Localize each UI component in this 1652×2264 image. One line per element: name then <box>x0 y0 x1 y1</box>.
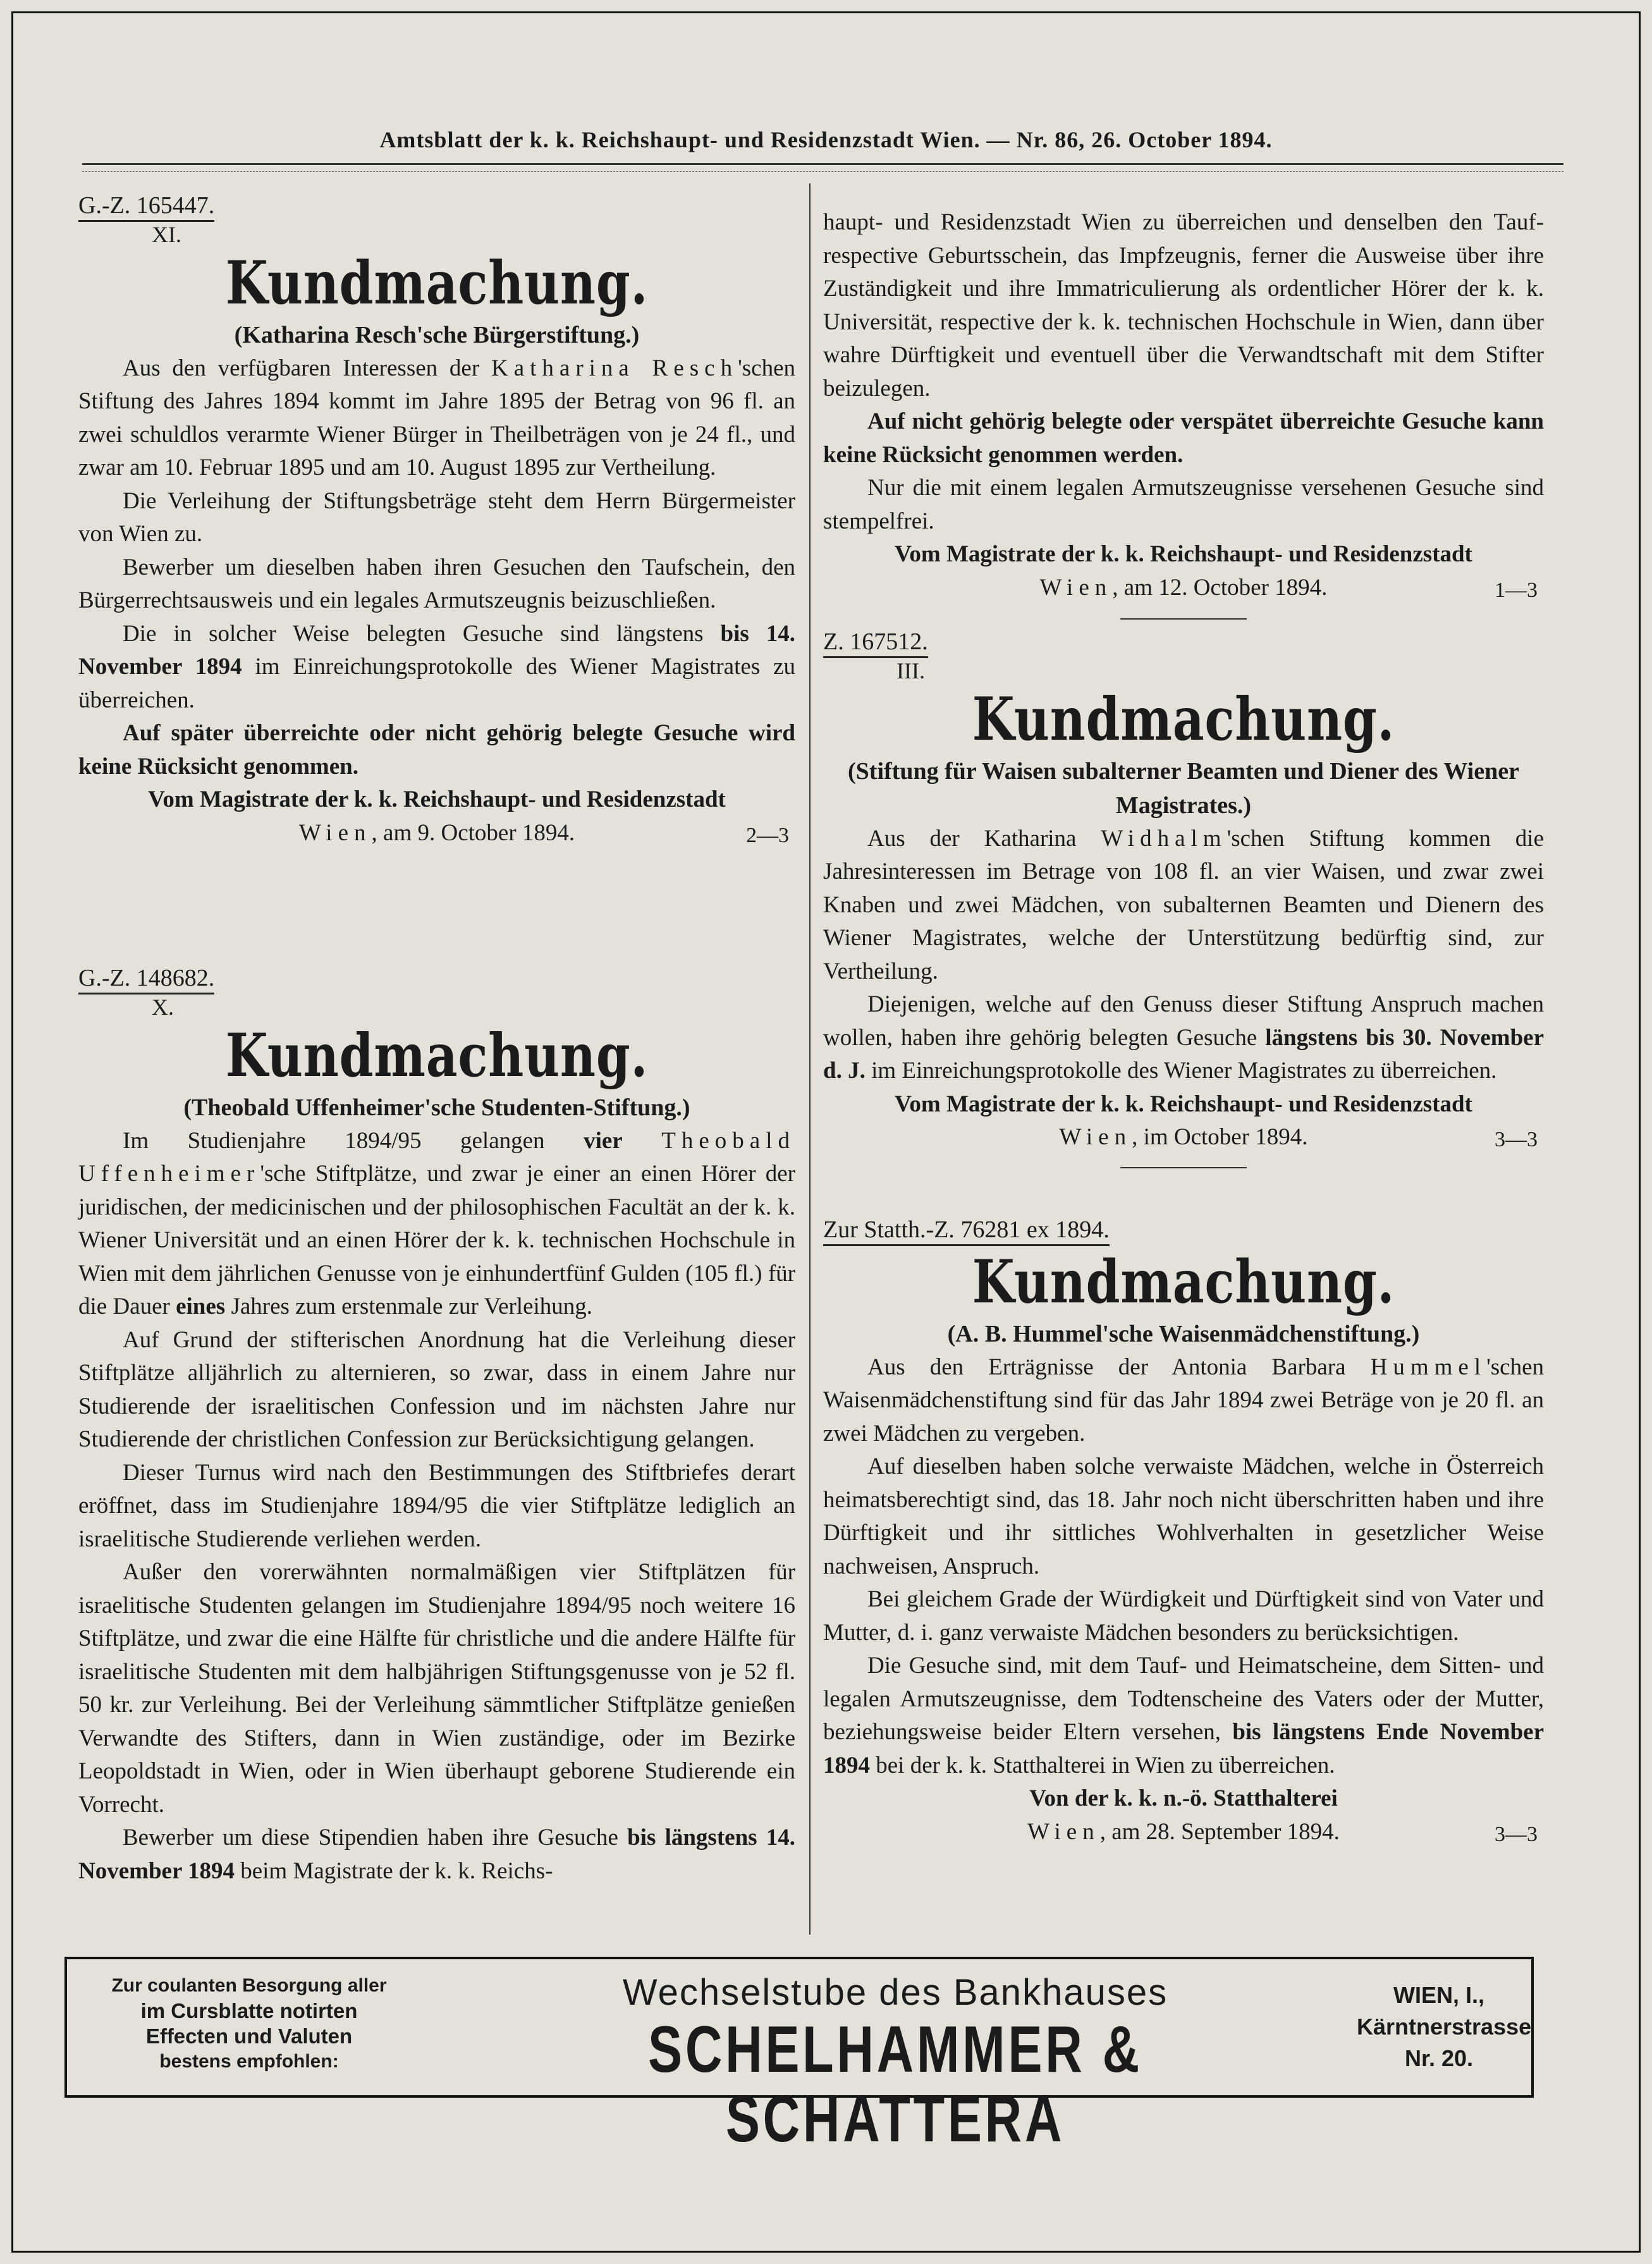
insertion-count: 1—3 <box>1495 578 1538 602</box>
notice-ref: Z. 167512. <box>823 627 928 658</box>
paragraph: Aus den verfügbaren Interessen der Katharina Resch'schen Stiftung des Jahres 1894 kommt im Jahre 1895 der Betrag von 96 fl. an zwei schuldlos verarmte Wiener Bürger in Theilbeträgen von je 24 fl., und zwar am 10. Februar 1895 und am 10. August 1895 zur Vertheilung. <box>78 355 795 480</box>
name-spaced: Widhalm <box>1101 825 1227 852</box>
notice-title: Kundmachung. <box>225 1020 649 1091</box>
deadline: längstens bis 30. November d. J. <box>823 1024 1545 1084</box>
signer: Vom Magistrate der k. k. Reichshaupt- und Residenzstadt <box>895 1091 1472 1117</box>
notice-resch <box>78 190 795 850</box>
signer: Vom Magistrate der k. k. Reichshaupt- und Residenzstadt <box>895 541 1472 567</box>
dateline: Wien, am 9. October 1894. 2—3 <box>78 817 795 850</box>
dateline: Wien, am 28. September 1894. 3—3 <box>823 1816 1544 1849</box>
insertion-count: 3—3 <box>1495 1128 1538 1151</box>
paragraph: haupt- und Residenzstadt Wien zu überreichen und denselben den Tauf- respective Geburtsschein, das Impfzeugnis, ferner die Ausweise über ihre Zuständigkeit und ihre Immatriculierung als ordentlicher Hörer der k. k. Universität, respective der k. k. technischen Hochschule in Wien, dann über wahre Dürftigkeit und eventuell über die Verwandtschaft mit dem Stifter beizulegen. <box>823 209 1544 401</box>
dateline: Wien, im October 1894. 3—3 <box>823 1121 1544 1154</box>
ad-address-line: WIEN, I., <box>1393 1982 1484 2008</box>
notice-subtitle: (A. B. Hummel'sche Waisenmädchenstiftung.) <box>947 1320 1420 1347</box>
paragraph: Aus den Erträgnisse der Antonia Barbara Hummel'schen Waisenmädchenstiftung sind für das Jahr 1894 zwei Beträge von je 20 fl. an zwei Mädchen zu vergeben. <box>823 1354 1545 1447</box>
ad-address-line: Nr. 20. <box>1404 2045 1474 2071</box>
insertion-count: 3—3 <box>1495 1822 1538 1846</box>
notice-number: III. <box>896 658 925 683</box>
notice-ref: G.-Z. 165447. <box>78 191 214 222</box>
ad-address <box>1357 1979 1532 2074</box>
paragraph: Die Gesuche sind, mit dem Tauf- und Heimatscheine, dem Sitten- und legalen Armutszeugnisse, dem Todtenscheine des Vaters oder der Mutter, beziehungsweise beider Eltern versehen, bis längstens Ende November 1894 bei der k. k. Statthalterei in Wien zu überreichen. <box>823 1653 1544 1778</box>
signer: Von der k. k. n.-ö. Statthalterei <box>1029 1785 1338 1811</box>
ad-left-line: im Cursblatte notirten <box>140 1999 358 2022</box>
notice-uffenheimer <box>78 962 795 1888</box>
notice-subtitle: (Stiftung für Waisen subalterner Beamten und Diener des Wiener Magistrates.) <box>848 757 1519 819</box>
paragraph: Dieser Turnus wird nach den Bestimmungen des Stiftbriefes derart eröffnet, dass im Studienjahre 1894/95 die vier Stiftplätze lediglich an israelitische Studierende verliehen werden. <box>78 1459 795 1552</box>
bank-advertisement <box>64 1957 1534 2156</box>
head-rule <box>82 163 1563 172</box>
paragraph-bold: Auf nicht gehörig belegte oder verspätet überreichte Gesuche kann keine Rücksicht genommen werden. <box>823 408 1544 468</box>
notice-title: Kundmachung. <box>225 248 649 318</box>
name-spaced: Theobald Uffenheimer <box>78 1127 796 1187</box>
paragraph: Diejenigen, welche auf den Genuss dieser Stiftung Anspruch machen wollen, haben ihre gehörig belegten Gesuche längstens bis 30. November d. J. im Einreichungsprotokolle des Wiener Magistrates zu überreichen. <box>823 991 1545 1084</box>
deadline: bis längstens 14. November 1894 <box>78 1825 796 1884</box>
running-head: Amtsblatt der k. k. Reichshaupt- und Residenzstadt Wien. — Nr. 86, 26. October 1894. <box>379 127 1273 152</box>
notice-ref: Zur Statth.-Z. 76281 ex 1894. <box>823 1215 1110 1246</box>
paragraph: Bewerber um dieselben haben ihren Gesuchen den Taufschein, den Bürgerrechtsausweis und ein legales Armutszeugnis beizuschließen. <box>78 554 795 613</box>
column-divider <box>809 183 811 1935</box>
ad-left-line: Effecten und Valuten <box>145 2024 353 2048</box>
paragraph: Auf dieselben haben solche verwaiste Mädchen, welche in Österreich heimatsberechtigt sind, das 18. Jahr noch nicht überschritten haben und ihre Dürftigkeit und ihr sittliches Wohlverhalten in gesetzlicher Weise nachweisen, Anspruch. <box>823 1453 1544 1579</box>
notice-subtitle: (Theobald Uffenheimer'sche Studenten-Stiftung.) <box>183 1094 690 1121</box>
notice-subtitle: (Katharina Resch'sche Bürgerstiftung.) <box>234 321 640 348</box>
notice-title: Kundmachung. <box>972 1247 1395 1317</box>
separator-rule <box>1120 1167 1247 1168</box>
notice-uffenheimer-continued <box>823 206 1544 620</box>
notice-title: Kundmachung. <box>972 684 1395 754</box>
ad-center <box>421 1971 1369 2154</box>
name-spaced: Katharina Resch <box>491 355 738 381</box>
ad-left-line: Zur coulanten Besorgung aller <box>111 1975 387 1996</box>
left-column <box>78 190 795 1928</box>
name-spaced: Hummel <box>1370 1354 1487 1380</box>
paragraph: Bei gleichem Grade der Würdigkeit und Dürftigkeit sind von Vater und Mutter, d. i. ganz verwaiste Mädchen besonders zu berücksichtigen. <box>823 1586 1544 1646</box>
deadline: bis längstens Ende November 1894 <box>823 1719 1544 1778</box>
ad-tagline: Wechselstube des Bankhauses <box>622 1972 1168 2013</box>
paragraph: Im Studienjahre 1894/95 gelangen vier Theobald Uffenheimer'sche Stiftplätze, und zwar je einer an einen Hörer der juridischen, der medicinischen und der philosophischen Facultät an der k. k. Wiener Universität und an einen Hörer der k. k. technischen Hochschule in Wien mit dem jährlichen Genusse von je einhundertfünf Gulden (105 fl.) für die Dauer eines Jahres zum erstenmale zur Verleihung. <box>78 1127 796 1319</box>
paragraph: Nur die mit einem legalen Armutszeugnisse versehenen Gesuche sind stempelfrei. <box>823 475 1544 534</box>
ad-left-text <box>78 1973 420 2074</box>
paragraph: Aus der Katharina Widhalm'schen Stiftung kommen die Jahresinteressen im Betrage von 108 fl. an vier Waisen, und zwar zwei Knaben und zwei Mädchen, von subalternen Beamten und Dienern des Wiener Magistrates, welche der Unterstützung bedürftig sind, zur Vertheilung. <box>823 825 1545 984</box>
notice-number: XI. <box>152 221 181 247</box>
notice-hummel <box>823 1214 1544 1849</box>
notice-ref: G.-Z. 148682. <box>78 964 214 994</box>
ad-left-line: bestens empfohlen: <box>159 2051 339 2072</box>
right-column <box>823 190 1544 1928</box>
paragraph: Die Verleihung der Stiftungsbeträge steht dem Herrn Bürgermeister von Wien zu. <box>78 487 795 547</box>
signer: Vom Magistrate der k. k. Reichshaupt- und Residenzstadt <box>148 786 726 812</box>
paragraph: Bewerber um diese Stipendien haben ihre Gesuche bis längstens 14. November 1894 beim Magistrate der k. k. Reichs- <box>78 1825 796 1884</box>
ad-bank-name: SCHELHAMMER & SCHATTERA <box>648 2013 1142 2156</box>
notice-widhalm <box>823 626 1544 1168</box>
paragraph: Die in solcher Weise belegten Gesuche sind längstens bis 14. November 1894 im Einreichungsprotokolle des Wiener Magistrates zu überreichen. <box>78 620 795 713</box>
deadline: bis 14. November 1894 <box>78 620 795 680</box>
dateline: Wien, am 12. October 1894. 1—3 <box>823 572 1544 605</box>
paragraph: Auf Grund der stifterischen Anordnung hat die Verleihung dieser Stiftplätze alljährlich zu alternieren, so zwar, dass in einem Jahre nur Studierende der israelitischen Confession und im nächsten Jahre nur Studierende der christlichen Confession zur Berücksichtigung gelangen. <box>78 1326 795 1452</box>
insertion-count: 2—3 <box>746 823 789 847</box>
paragraph-bold: Auf später überreichte oder nicht gehörig belegte Gesuche wird keine Rücksicht genommen. <box>78 720 795 780</box>
paragraph: Außer den vorerwähnten normalmäßigen vier Stiftplätzen für israelitische Studenten gelangen im Studienjahre 1894/95 noch weitere 16 Stiftplätze, und zwar die eine Hälfte für christliche und die andere Hälfte für israelitische Studenten mit dem halbjährigen Stiftungsgenusse von je 52 fl. 50 kr. zur Verleihung. Bei der Verleihung sämmtlicher Stiftplätze genießen Verwandte des Stifters, dann in Wien zuständige, oder im Bezirke Leopoldstadt in Wien, oder in Wien überhaupt geborene Studierende ein Vorrecht. <box>78 1559 795 1818</box>
ad-address-line: Kärntnerstrasse <box>1357 2014 1532 2040</box>
notice-number: X. <box>152 994 174 1020</box>
separator-rule <box>1120 618 1247 620</box>
